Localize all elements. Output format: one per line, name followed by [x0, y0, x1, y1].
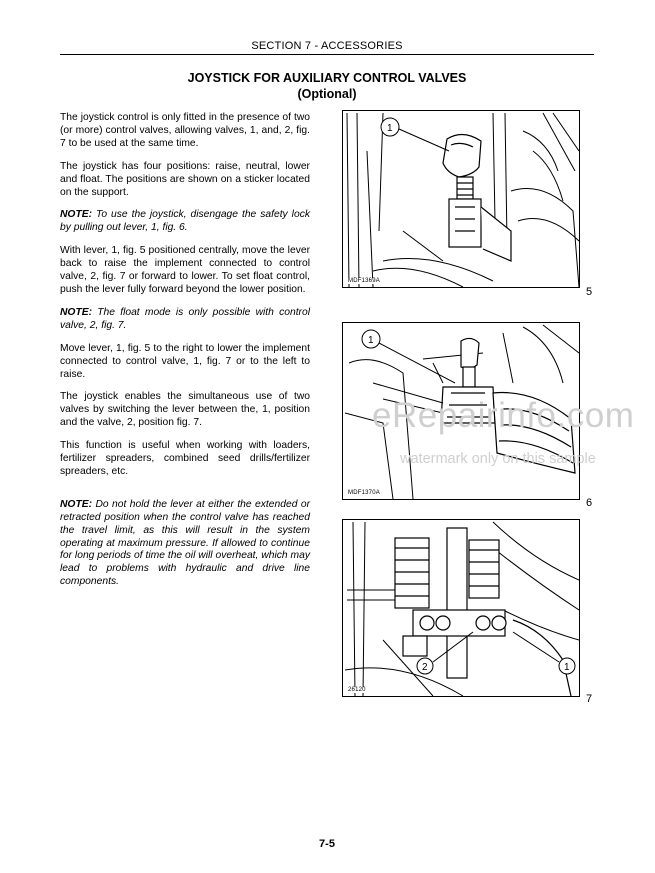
- fig6-callout-1: 1: [368, 335, 374, 346]
- note-2-text: The float mode is only possible with control valve, 2, fig. 7.: [60, 306, 310, 331]
- figure-6-illustration: [343, 323, 579, 499]
- note-1-text: To use the joystick, disengage the safety lock by pulling out lever, 1, fig. 6.: [60, 209, 310, 234]
- figure-5-code: MDF1369A: [348, 278, 380, 284]
- paragraph-6: This function is useful when working with loaders, fertilizer spreaders, combined seed drills/fertilizer spreaders, etc.: [60, 440, 310, 477]
- paragraph-5: The joystick enables the simultaneous use of two valves by switching the lever between the, 1, position and the valve, 2, position fig. 7.: [60, 391, 310, 429]
- note-3-text: Do not hold the lever at either the extended or retracted position when the control valve has reached the travel limit, as this will result in the system operating at maximum pressure. If allowed to continue for long periods of time the oil will overheat, which may lead to problems with hydraulic and drive line components.: [60, 498, 310, 588]
- note-3: [60, 499, 310, 589]
- note-1-label: NOTE:: [60, 209, 93, 221]
- figure-5-illustration: [343, 111, 579, 287]
- paragraph-2: The joystick has four positions: raise, neutral, lower and float. The positions are shown on a sticker located on the support.: [60, 160, 310, 198]
- note-2: [60, 307, 310, 333]
- page-number: 7-5: [319, 838, 335, 850]
- section-header: SECTION 7 - ACCESSORIES: [251, 40, 403, 52]
- figure-6-safety-lock: [342, 322, 580, 500]
- title-line-1: JOYSTICK FOR AUXILIARY CONTROL VALVES: [187, 71, 467, 85]
- figure-5-joystick: [342, 110, 580, 288]
- figure-6-code: MDF1370A: [348, 490, 380, 496]
- page-title: [60, 70, 594, 102]
- note-2-label: NOTE:: [60, 306, 93, 318]
- paragraph-3: With lever, 1, fig. 5 positioned centrally, move the lever back to raise the implement connected to control valve, 2, fig. 7 or forward to lower. To set float control, push the lever fully forward beyond the lower position.: [60, 245, 310, 295]
- note-3-label: NOTE:: [60, 498, 93, 510]
- figure-7-number: 7: [586, 693, 593, 705]
- figure-6-number: 6: [586, 497, 593, 509]
- watermark-text: eRepairinfo.com: [372, 396, 635, 435]
- fig7-callout-2: 2: [422, 662, 428, 673]
- figure-5-number: 5: [586, 286, 593, 298]
- figure-7-control-valves: [342, 519, 580, 697]
- title-line-2: (Optional): [297, 87, 357, 101]
- fig7-callout-1: 1: [564, 662, 570, 673]
- paragraph-1: The joystick control is only fitted in the presence of two (or more) control valves, allowing valves, 1, and, 2, fig. 7 to be used at the same time.: [60, 112, 310, 149]
- note-1: [60, 209, 310, 235]
- fig5-callout-1: 1: [387, 123, 393, 134]
- paragraph-4: Move lever, 1, fig. 5 to the right to lower the implement connected to control valve, 1, fig. 7 or to the left to raise.: [60, 342, 310, 380]
- watermark-subtext: watermark only on this sample: [400, 451, 596, 467]
- figure-7-code: 26120: [348, 687, 366, 693]
- header-rule: [60, 54, 594, 55]
- body-text-column: [60, 112, 310, 589]
- figure-7-illustration: [343, 520, 579, 696]
